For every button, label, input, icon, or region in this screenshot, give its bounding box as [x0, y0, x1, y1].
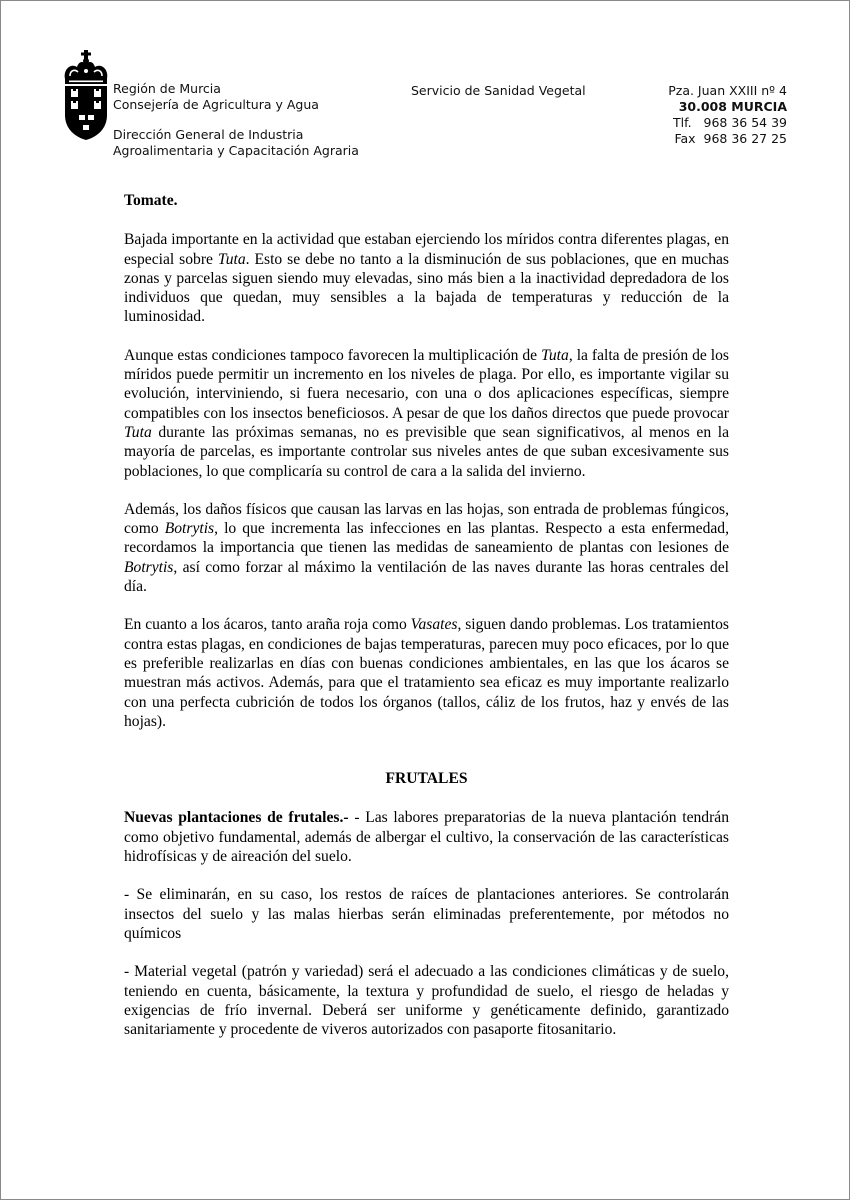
org-name: Región de Murcia: [113, 81, 221, 96]
service-name: Servicio de Sanidad Vegetal: [411, 83, 586, 98]
paragraph-tomate-3: Además, los daños físicos que causan las larvas en las hojas, son entrada de problemas fúngicos, como Botrytis, lo que incrementa las infecciones en las plantas. Respecto a esta enfermedad, recordamos la importancia que tienen las medidas de saneamiento de plantas con lesiones de Botrytis, así como forzar al máximo la ventilación de las naves durante las horas centrales del día.: [124, 500, 729, 596]
paragraph-frutales-3: - Material vegetal (patrón y variedad) será el adecuado a las condiciones climáticas y de suelo, teniendo en cuenta, básicamente, la textura y profundidad de suelo, el riesgo de heladas y exigencias de frío invernal. Deberá ser uniforme y genéticamente definido, garantizado sanitariamente y procedente de viveros autorizados con pasaporte fitosanitario.: [124, 963, 729, 1039]
region-murcia-coat-of-arms-icon: [61, 49, 111, 141]
paragraph-tomate-2: Aunque estas condiciones tampoco favorecen la multiplicación de Tuta, la falta de presión de los míridos puede permitir un incremento en los niveles de plaga. Por ello, es importante vigilar su evolución, interviniendo, si fuera necesario, con una o dos aplicaciones específicas, siempre compatibles con los insectos beneficiosos. A pesar de que los daños directos que puede provocar Tuta durante las próximas semanas, no es previsible que sean significativos, al menos en la mayoría de parcelas, es importante controlar sus niveles antes de que suban excesivamente sus poblaciones, lo que complicaría su control de cara a la salida del invierno.: [124, 346, 729, 480]
address-block: [668, 83, 787, 147]
section-heading-tomate: Tomate.: [124, 192, 178, 209]
ministry-name: Consejería de Agricultura y Agua: [113, 97, 319, 112]
department-line1: Dirección General de Industria: [113, 127, 304, 142]
paragraph-tomate-4: En cuanto a los ácaros, tanto araña roja como Vasates, siguen dando problemas. Los tratamientos contra estas plagas, en condiciones de bajas temperaturas, parecen muy poco eficaces, por lo que es preferible realizarlas en días con buenas condiciones ambientales, en las que los ácaros se muestran más activos. Además, para que el tratamiento sea eficaz es muy importante realizarlo con una perfecta cubrición de todos los órganos (tallos, cáliz de los frutos, haz y envés de las hojas).: [124, 616, 729, 730]
phone-number: Tlf. 968 36 54 39: [673, 115, 787, 130]
department-line2: Agroalimentaria y Capacitación Agraria: [113, 143, 359, 158]
paragraph-frutales-2: - Se eliminarán, en su caso, los restos de raíces de plantaciones anteriores. Se controlarán insectos del suelo y las malas hierbas serán eliminadas preferentemente, por métodos no químicos: [124, 886, 729, 942]
section-heading-frutales: FRUTALES: [385, 770, 468, 788]
paragraph-tomate-1: Bajada importante en la actividad que estaban ejerciendo los míridos contra diferentes plagas, en especial sobre Tuta. Esto se debe no tanto a la disminución de sus poblaciones, que en muchas zonas y parcelas siguen siendo muy elevadas, sino más bien a la inactividad depredadora de los individuos que quedan, muy sensibles a la bajada de temperaturas y reducción de la luminosidad.: [124, 231, 729, 326]
address-street: Pza. Juan XXIII nº 4: [668, 83, 787, 98]
department-block: [113, 127, 359, 159]
paragraph-frutales-1: Nuevas plantaciones de frutales.- - Las labores preparatorias de la nueva plantación tendrán como objetivo fundamental, además de albergar el cultivo, la conservación de las características hidrofísicas y de aireación del suelo.: [124, 809, 729, 866]
document-body: [124, 191, 729, 1058]
fax-number: Fax 968 36 27 25: [674, 131, 787, 146]
organization-block: [113, 81, 319, 113]
address-city: 30.008 MURCIA: [678, 99, 787, 114]
